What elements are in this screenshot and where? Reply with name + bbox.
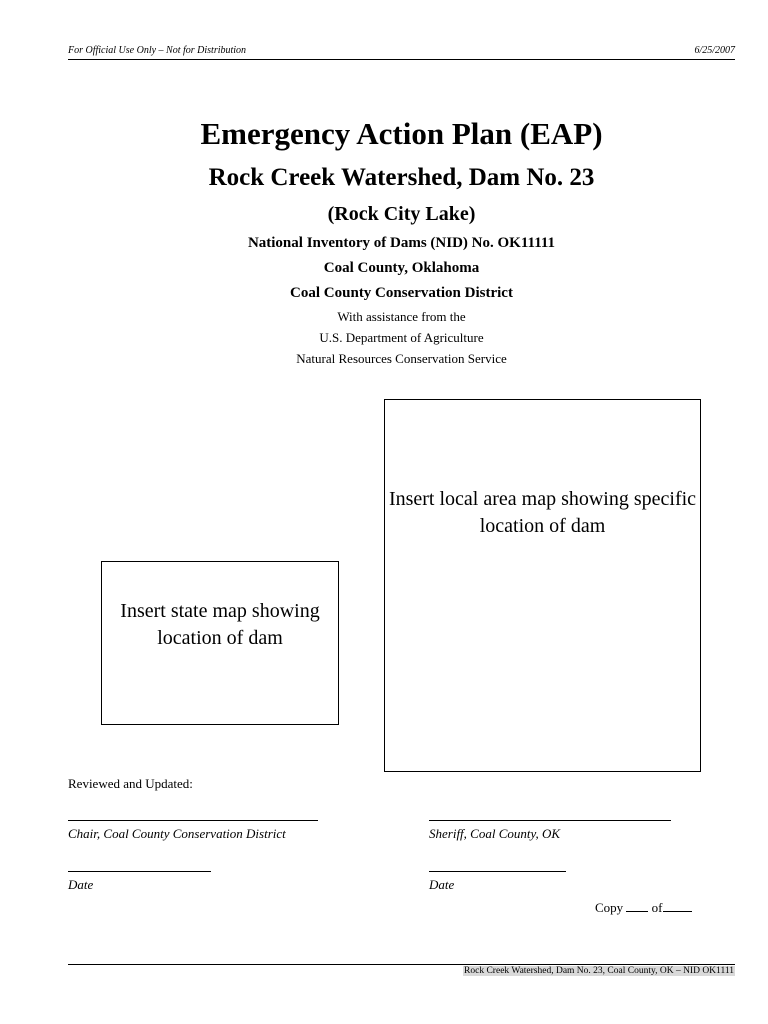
nid-number: National Inventory of Dams (NID) No. OK11111 [247,235,556,251]
sheriff-date-label: Date [429,877,455,892]
copy-total-blank [663,900,692,912]
state-map-placeholder [101,561,339,725]
copy-number [595,900,692,916]
chair-date-label: Date [68,877,94,892]
copy-of-label: of [651,900,663,915]
chair-date-line [68,871,211,872]
footer-rule [68,964,735,965]
lake-name: (Rock City Lake) [327,203,476,225]
local-map-text: Insert local area map showing specific location of dam [388,488,697,537]
assistance-line-2: U.S. Department of Agriculture [319,330,484,345]
local-map-placeholder [384,399,701,772]
sheriff-date-line [429,871,566,872]
footer-text: Rock Creek Watershed, Dam No. 23, Coal County, OK – NID OK1111 [464,966,734,976]
reviewed-label: Reviewed and Updated: [68,776,193,791]
sheriff-signature-label: Sheriff, Coal County, OK [429,826,561,841]
chair-signature-line [68,820,318,821]
sheriff-signature-line [429,820,671,821]
copy-number-blank [626,900,648,912]
document-title: Emergency Action Plan (EAP) [200,116,603,151]
chair-signature-label: Chair, Coal County Conservation District [68,826,286,841]
dam-name: Rock Creek Watershed, Dam No. 23 [208,164,595,191]
header-left-text: For Official Use Only – Not for Distribution [68,45,247,56]
county-state: Coal County, Oklahoma [323,260,480,276]
state-map-text: Insert state map showing location of dam [120,600,320,649]
copy-label: Copy [595,900,624,915]
conservation-district: Coal County Conservation District [290,285,513,301]
assistance-line-3: Natural Resources Conservation Service [296,351,507,366]
assistance-line-1: With assistance from the [337,309,466,324]
header-date: 6/25/2007 [694,45,735,56]
header-rule [68,59,735,60]
